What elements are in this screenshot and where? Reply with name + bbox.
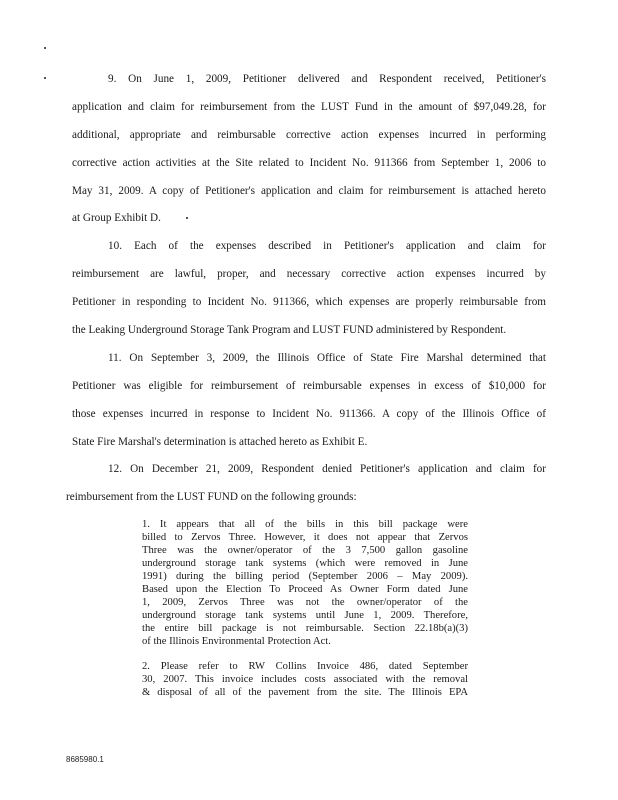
paragraph-line: 12. On December 21, 2009, Respondent denied Petitioner's application and claim for <box>108 463 546 475</box>
paragraph-line: May 31, 2009. A copy of Petitioner's application and claim for reimbursement is attached hereto <box>72 185 546 197</box>
quote-line: 30, 2007. This invoice includes costs associated with the removal <box>142 674 468 685</box>
paragraph-line: State Fire Marshal's determination is attached hereto as Exhibit E. <box>72 436 368 448</box>
paragraph-line: 11. On September 3, 2009, the Illinois Office of State Fire Marshal determined that <box>108 352 546 364</box>
quote-line: 1991) during the billing period (September 2006 – May 2009). <box>142 571 468 582</box>
scan-speck <box>44 47 46 49</box>
paragraph-line: reimbursement are lawful, proper, and necessary corrective action expenses incurred by <box>72 268 546 280</box>
paragraph-line: Petitioner was eligible for reimbursement of reimbursable expenses in excess of $10,000 for <box>72 380 546 392</box>
paragraph-line: Petitioner in responding to Incident No. 911366, which expenses are properly reimbursable from <box>72 296 546 308</box>
paragraph-line: reimbursement from the LUST FUND on the following grounds: <box>66 491 357 503</box>
quote-line: billed to Zervos Three. However, it does not appear that Zervos <box>142 532 468 543</box>
quote-line: 1, 2009, Zervos Three was not the owner/operator of the <box>142 597 468 608</box>
quote-line: 1. It appears that all of the bills in this bill package were <box>142 519 468 530</box>
quote-line: of the Illinois Environmental Protection Act. <box>142 636 331 647</box>
quote-line: & disposal of all of the pavement from the site. The Illinois EPA <box>142 687 468 698</box>
paragraph-line: the Leaking Underground Storage Tank Program and LUST FUND administered by Respondent. <box>72 324 507 336</box>
document-number: 8685980.1 <box>66 755 104 764</box>
paragraph-line: 9. On June 1, 2009, Petitioner delivered and Respondent received, Petitioner's <box>108 73 546 85</box>
quote-line: Three was the owner/operator of the 3 7,500 gallon gasoline <box>142 545 468 556</box>
quote-line: 2. Please refer to RW Collins Invoice 486, dated September <box>142 661 468 672</box>
scan-speck <box>44 77 46 79</box>
paragraph-line: 10. Each of the expenses described in Petitioner's application and claim for <box>108 240 546 252</box>
paragraph-line: additional, appropriate and reimbursable corrective action expenses incurred in performing <box>72 129 546 141</box>
paragraph-line: corrective action activities at the Site related to Incident No. 911366 from September 1, 2006 to <box>72 157 546 169</box>
paragraph-line: at Group Exhibit D. <box>72 212 161 224</box>
quote-line: the entire bill package is not reimbursable. Section 22.18b(a)(3) <box>142 623 468 634</box>
paragraph-line: application and claim for reimbursement from the LUST Fund in the amount of $97,049.28, for <box>72 101 546 113</box>
quote-line: underground storage tank systems until June 1, 2009. Therefore, <box>142 610 468 621</box>
quote-line: Based upon the Election To Proceed As Owner Form dated June <box>142 584 468 595</box>
paragraph-line: those expenses incurred in response to Incident No. 911366. A copy of the Illinois Office of <box>72 408 546 420</box>
quote-line: underground storage tank systems (which were removed in June <box>142 558 468 569</box>
